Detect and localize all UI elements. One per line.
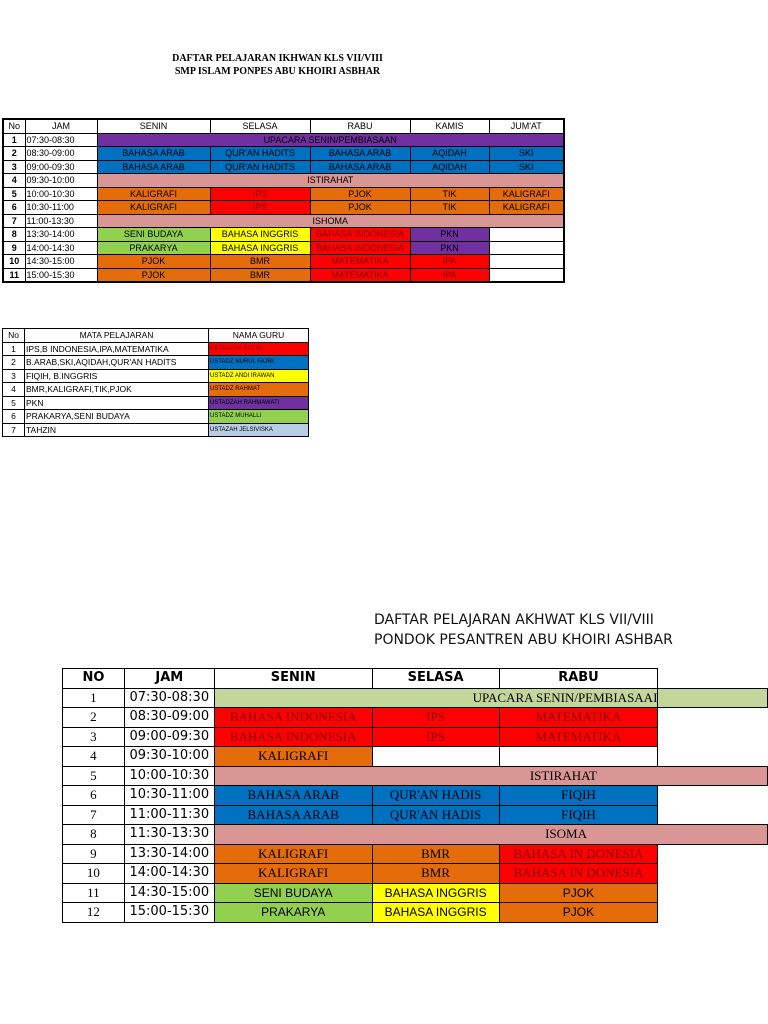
row-no: 5 [63, 766, 125, 786]
row-jam: 10:00-10:30 [124, 766, 214, 786]
cell [372, 747, 499, 767]
header-nama-guru: NAMA GURU [209, 329, 309, 343]
cell: BAHASA INDONESIA [214, 727, 372, 747]
row-guru: USTAZAH JELSIVISKA [209, 423, 309, 437]
cell: TIK [410, 187, 489, 201]
row-mapel: BMR,KALIGRAFI,TIK,PJOK [25, 383, 209, 397]
table-row [3, 187, 564, 201]
row-jam: 14:30-15:00 [25, 255, 97, 269]
table-row [3, 255, 564, 269]
cell: KALIGRAFI [489, 201, 564, 215]
cell: BMR [372, 844, 499, 864]
table-row [63, 805, 768, 825]
ikhwan-schedule-table [2, 118, 565, 283]
cell: BAHASA ARAB [97, 147, 210, 161]
row-guru: USTADZ RAHMAT [209, 383, 309, 397]
row-no: 6 [63, 786, 125, 806]
cell: BAHASA ARAB [310, 147, 410, 161]
cell: MATEMATIKA [310, 268, 410, 282]
table-row [3, 201, 564, 215]
row-no: 11 [3, 268, 25, 282]
row-no: 7 [63, 805, 125, 825]
cell: FIQIH [499, 786, 658, 806]
header-senin: SENIN [214, 669, 372, 689]
table-row [63, 844, 768, 864]
cell: PRAKARYA [97, 241, 210, 255]
row-jam: 08:30-09:00 [124, 708, 214, 728]
header-jam: JAM [124, 669, 214, 689]
cell: BAHASA INGGRIS [372, 883, 499, 903]
cell: BAHASA ARAB [214, 805, 372, 825]
header-selasa: SELASA [210, 119, 310, 133]
cell: BMR [210, 255, 310, 269]
row-no: 6 [3, 201, 25, 215]
row-no: 1 [3, 342, 25, 356]
row-mapel: B.ARAB,SKI,AQIDAH,QUR'AN HADITS [25, 356, 209, 370]
header-senin: SENIN [97, 119, 210, 133]
cell: MATEMATIKA [310, 255, 410, 269]
cell: SKI [489, 147, 564, 161]
blank [658, 805, 768, 825]
cell: PJOK [310, 187, 410, 201]
akhwat-schedule-table [62, 668, 768, 923]
cell: KALIGRAFI [97, 201, 210, 215]
row-no: 5 [3, 396, 25, 410]
table-header-row [63, 669, 768, 689]
cell: BAHASA ARAB [97, 160, 210, 174]
row-no: 8 [63, 825, 125, 845]
cell: IPS [210, 187, 310, 201]
header-rabu: RABU [499, 669, 658, 689]
cell: IPS [372, 708, 499, 728]
blank [658, 864, 768, 884]
row-mapel: PKN [25, 396, 209, 410]
cell [499, 747, 658, 767]
blank [658, 883, 768, 903]
row-jam: 10:30-11:00 [25, 201, 97, 215]
cell: PJOK [499, 883, 658, 903]
ikhwan-title-line1: DAFTAR PELAJARAN IKHWAN KLS VII/VIII [172, 53, 383, 64]
row-jam: 10:30-11:00 [124, 786, 214, 806]
row-mapel: TAHZIN [25, 423, 209, 437]
cell: IPA [410, 255, 489, 269]
header-blank [658, 669, 768, 689]
teacher-table [2, 328, 309, 437]
row-no: 3 [3, 369, 25, 383]
cell: SKI [489, 160, 564, 174]
span-cell: ISTIRAHAT [214, 766, 767, 786]
row-mapel: FIQIH, B.INGGRIS [25, 369, 209, 383]
row-jam: 09:30-10:00 [124, 747, 214, 767]
cell: KALIGRAFI [214, 747, 372, 767]
row-no: 9 [3, 241, 25, 255]
table-row [3, 342, 309, 356]
cell: SENI BUDAYA [214, 883, 372, 903]
row-no: 4 [3, 383, 25, 397]
row-jam: 10:00-10:30 [25, 187, 97, 201]
cell: AQIDAH [410, 160, 489, 174]
cell: TIK [410, 201, 489, 215]
cell: QUR'AN HADITS [210, 147, 310, 161]
row-no: 9 [63, 844, 125, 864]
row-no: 10 [63, 864, 125, 884]
table-row [3, 369, 309, 383]
row-jam: 13:30-14:00 [25, 228, 97, 242]
cell: PJOK [499, 903, 658, 923]
table-row [3, 214, 564, 228]
row-no: 7 [3, 423, 25, 437]
cell: BMR [372, 864, 499, 884]
table-row [3, 268, 564, 282]
cell: BAHASA INDONESIA [310, 228, 410, 242]
table-row [3, 410, 309, 424]
row-jam: 15:00-15:30 [25, 268, 97, 282]
row-guru: USTADZ ANDI IRAWAN [209, 369, 309, 383]
row-jam: 07:30-08:30 [124, 688, 214, 708]
span-cell: ISHOMA [97, 214, 564, 228]
row-jam: 14:00-14:30 [124, 864, 214, 884]
cell [489, 255, 564, 269]
row-no: 3 [3, 160, 25, 174]
cell: IPS [210, 201, 310, 215]
cell: BAHASA ARAB [214, 786, 372, 806]
header-mata-pelajaran: MATA PELAJARAN [25, 329, 209, 343]
cell: BMR [210, 268, 310, 282]
span-cell: ISOMA [214, 825, 767, 845]
akhwat-title-line2: PONDOK PESANTREN ABU KHOIRI ASHBAR [374, 632, 673, 648]
row-jam: 11:30-13:30 [124, 825, 214, 845]
cell: BAHASA INGGRIS [210, 228, 310, 242]
blank [658, 903, 768, 923]
table-row [63, 883, 768, 903]
row-jam: 11:00-11:30 [124, 805, 214, 825]
cell: KALIGRAFI [97, 187, 210, 201]
row-no: 1 [3, 133, 25, 147]
row-jam: 15:00-15:30 [124, 903, 214, 923]
table-row [63, 786, 768, 806]
cell: BAHASA IN DONESIA [499, 864, 658, 884]
header-no: NO [63, 669, 125, 689]
cell: PKN [410, 228, 489, 242]
table-row [3, 228, 564, 242]
cell [489, 228, 564, 242]
table-row [63, 688, 768, 708]
table-row [3, 241, 564, 255]
span-cell: UPACARA SENIN/PEMBIASAAI [214, 688, 658, 708]
header-kamis: KAMIS [410, 119, 489, 133]
table-header-row [3, 329, 309, 343]
table-row [63, 903, 768, 923]
table-row [63, 825, 768, 845]
cell: KALIGRAFI [214, 844, 372, 864]
cell: MATEMATIKA [499, 727, 658, 747]
row-no: 1 [63, 688, 125, 708]
cell: PJOK [97, 268, 210, 282]
ikhwan-title-line2: SMP ISLAM PONPES ABU KHOIRI ASBHAR [174, 66, 381, 77]
blank [658, 708, 768, 728]
table-row [3, 133, 564, 147]
row-no: 4 [3, 174, 25, 188]
cell: BAHASA INGGRIS [210, 241, 310, 255]
row-no: 2 [3, 356, 25, 370]
row-no: 7 [3, 214, 25, 228]
table-row [63, 747, 768, 767]
header-jumat: JUM'AT [489, 119, 564, 133]
row-no: 3 [63, 727, 125, 747]
cell [489, 241, 564, 255]
row-jam: 07:30-08:30 [25, 133, 97, 147]
cell: PKN [410, 241, 489, 255]
table-row [63, 708, 768, 728]
row-no: 4 [63, 747, 125, 767]
table-row [63, 766, 768, 786]
cell: QUR'AN HADIS [372, 786, 499, 806]
row-jam: 11:00-13:30 [25, 214, 97, 228]
row-guru: USTADZ MUHALLI [209, 410, 309, 424]
cell: IPA [410, 268, 489, 282]
cell: PJOK [310, 201, 410, 215]
row-no: 12 [63, 903, 125, 923]
cell: BAHASA IN DONESIA [499, 844, 658, 864]
cell: QUR'AN HADIS [372, 805, 499, 825]
blank [658, 727, 768, 747]
akhwat-title [374, 610, 673, 650]
row-mapel: PRAKARYA,SENI BUDAYA [25, 410, 209, 424]
cell: PRAKARYA [214, 903, 372, 923]
row-jam: 14:00-14:30 [25, 241, 97, 255]
table-row [3, 356, 309, 370]
cell: FIQIH [499, 805, 658, 825]
header-no: No [3, 329, 25, 343]
cell: BAHASA ARAB [310, 160, 410, 174]
blank [658, 747, 768, 767]
row-guru: USTADZ NURUL FAJRI [209, 356, 309, 370]
table-row [3, 147, 564, 161]
row-no: 2 [63, 708, 125, 728]
table-row [63, 727, 768, 747]
ikhwan-title [0, 52, 555, 78]
header-rabu: RABU [310, 119, 410, 133]
cell: QUR'AN HADITS [210, 160, 310, 174]
row-mapel: IPS,B INDONESIA,IPA,MATEMATIKA [25, 342, 209, 356]
row-guru: USTADZAH SUTINI [209, 342, 309, 356]
cell: IPS [372, 727, 499, 747]
row-guru: USTADZAH RAHMAWATI [209, 396, 309, 410]
row-no: 2 [3, 147, 25, 161]
table-row [3, 383, 309, 397]
row-jam: 14:30-15:00 [124, 883, 214, 903]
row-jam: 09:00-09:30 [25, 160, 97, 174]
row-jam: 08:30-09:00 [25, 147, 97, 161]
span-cell: ISTIRAHAT [97, 174, 564, 188]
header-selasa: SELASA [372, 669, 499, 689]
table-row [3, 160, 564, 174]
row-no: 5 [3, 187, 25, 201]
table-row [3, 423, 309, 437]
cell: KALIGRAFI [489, 187, 564, 201]
header-jam: JAM [25, 119, 97, 133]
cell: PJOK [97, 255, 210, 269]
table-row [3, 174, 564, 188]
cell: BAHASA INDONESIA [310, 241, 410, 255]
cell: MATEMATIKA [499, 708, 658, 728]
cell: KALIGRAFI [214, 864, 372, 884]
blank [658, 844, 768, 864]
row-jam: 13:30-14:00 [124, 844, 214, 864]
row-no: 10 [3, 255, 25, 269]
header-no: No [3, 119, 25, 133]
span-fill [658, 688, 768, 708]
row-jam: 09:00-09:30 [124, 727, 214, 747]
table-row [3, 396, 309, 410]
row-no: 11 [63, 883, 125, 903]
cell: BAHASA INGGRIS [372, 903, 499, 923]
row-no: 6 [3, 410, 25, 424]
cell: AQIDAH [410, 147, 489, 161]
row-no: 8 [3, 228, 25, 242]
akhwat-title-line1: DAFTAR PELAJARAN AKHWAT KLS VII/VIII [374, 612, 654, 628]
cell: SENI BUDAYA [97, 228, 210, 242]
table-row [63, 864, 768, 884]
table-header-row [3, 119, 564, 133]
span-cell: UPACARA SENIN/PEMBIASAAN [97, 133, 564, 147]
cell: BAHASA INDONESIA [214, 708, 372, 728]
row-jam: 09:30-10:00 [25, 174, 97, 188]
blank [658, 786, 768, 806]
cell [489, 268, 564, 282]
